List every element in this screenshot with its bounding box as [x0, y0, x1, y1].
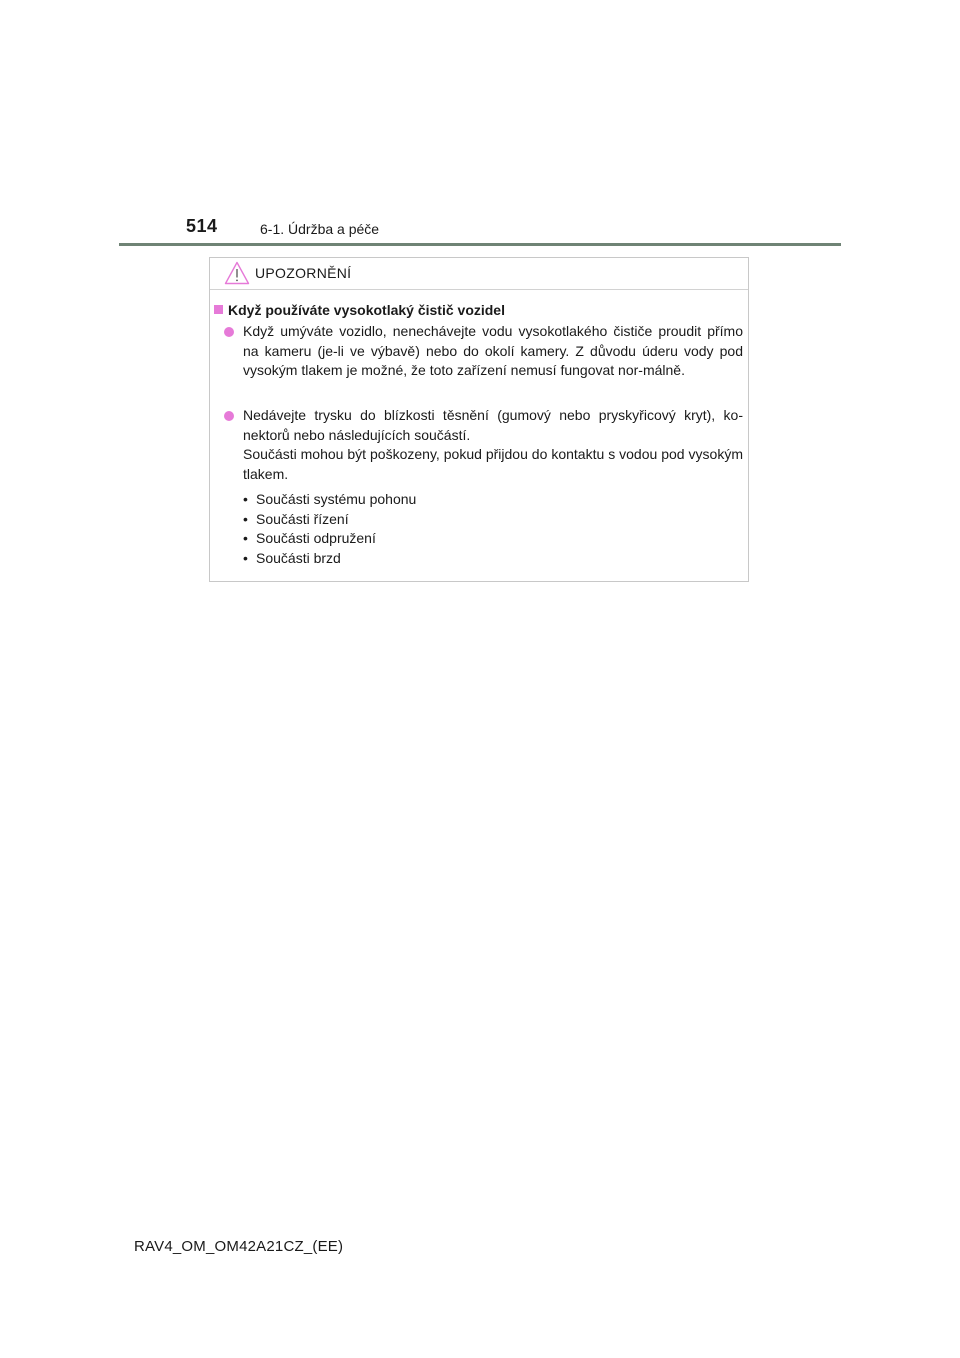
caution-bullet-1	[224, 322, 743, 381]
caution-bullet-text: Když umýváte vozidlo, nenechávejte vodu vysokotlakého čističe proudit přímo na kameru (je-li ve výbavě) nebo do okolí kamery. Z důvodu úderu vody pod vysokým tlakem je možné, že toto zařízení nemusí fungovat nor-málně.	[243, 323, 743, 378]
square-bullet-icon	[214, 305, 223, 314]
list-bullet-mark: •	[243, 510, 248, 527]
section-title: 6-1. Údržba a péče	[260, 221, 380, 237]
circle-bullet-icon	[224, 411, 234, 421]
list-bullet-mark: •	[243, 530, 248, 546]
header-rule	[119, 243, 841, 246]
caution-subheading	[214, 301, 505, 321]
warning-triangle-icon	[224, 261, 250, 285]
caution-title: UPOZORNĚNÍ	[255, 265, 352, 281]
caution-box	[209, 257, 749, 582]
caution-subheading-text: Když používáte vysokotlaký čistič vozidel	[228, 302, 505, 318]
caution-header	[210, 258, 748, 290]
page-number: 514	[186, 216, 218, 236]
list-item: • Součásti systému pohonu	[243, 490, 743, 510]
caution-bullet-text: Nedávejte trysku do blízkosti těsnění (gumový nebo pryskyřicový kryt), ko-nektorů nebo následujících součástí.	[243, 407, 743, 443]
list-bullet-mark: •	[243, 491, 248, 507]
list-item: • Součásti řízení	[243, 510, 743, 530]
footer-doc-code: RAV4_OM_OM42A21CZ_(EE)	[134, 1238, 344, 1255]
caution-bullet-2	[224, 406, 743, 568]
list-item: • Součásti brzd	[243, 549, 743, 569]
list-bullet-mark: •	[243, 549, 248, 566]
component-list	[243, 490, 743, 568]
caution-bullet-text-2: Součásti mohou být poškozeny, pokud přijdou do kontaktu s vodou pod vysokým tlakem.	[243, 446, 743, 482]
list-item: • Součásti odpružení	[243, 529, 743, 549]
circle-bullet-icon	[224, 327, 234, 337]
